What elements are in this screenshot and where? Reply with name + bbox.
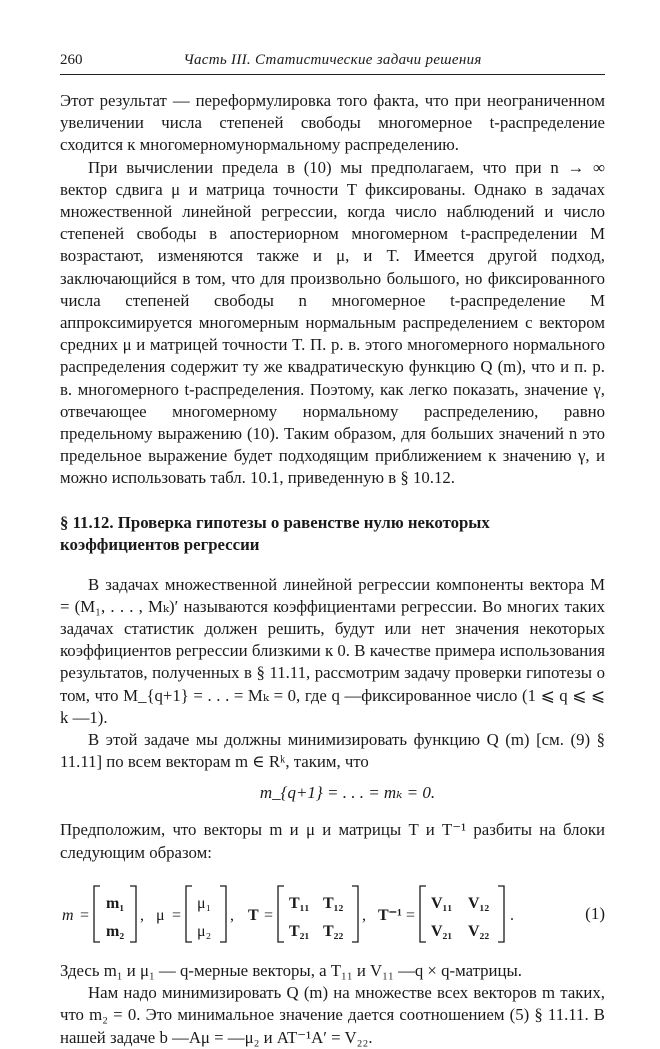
page-body — [60, 90, 605, 1049]
paragraph-2: При вычислении предела в (10) мы предполагаем, что при n → ∞ вектор сдвига μ и матрица точности T фиксированы. Однако в задачах множественной линейной регрессии, когда число наблюдений и число степеней свободы в апостериорном многомерном t-распределении M возрастают, изменяются также и μ, и T. Имеется другой подход, заключающийся в том, что для произвольно большого, но фиксированного числа степеней свободы n многомерное t-распределение M аппроксимируется многомерным нормальным распределением с вектором средних μ и матрицей точности T. П. р. в. этого многомерного нормального распределения содержит ту же квадратическую функцию Q (m), что и п. р. в. многомерного t-распределения. Поэтому, как легко показать, значение γ, отвечающее многомерному нормальному распределению, равно предельному выражению (10). Таким образом, для больших значений n это предельное выражение будет подходящим приближением к значению γ, и можно использовать табл. 10.1, приведенную в § 10.12. — [60, 157, 605, 488]
paragraph-7: Нам надо минимизировать Q (m) на множестве всех векторов m таких, что m₂ = 0. Это минимальное значение дается соотношением (5) § 11.11. В нашей задаче b —Aμ = —μ₂ и AT⁻¹A′ = V₂₂. — [60, 983, 605, 1047]
section-heading: § 11.12. Проверка гипотезы о равенстве нулю некоторых коэффициентов регрессии — [60, 512, 490, 554]
paragraph-6: Здесь m₁ и μ₁ — q-мерные векторы, а T₁₁ и V₁₁ —q × q-матрицы. — [60, 960, 522, 980]
paragraph-3: В задачах множественной линейной регрессии компоненты вектора M = (M₁, . . . , Mₖ)′ называются коэффициентами регрессии. Во многих таких задачах статистик должен решить, будут или нет значения некоторых коэффициентов регрессии близкими к 0. В качестве примера использования результатов, полученных в § 11.11, рассмотрим задачу проверки гипотезы о том, что M_{q+1} = . . . = Mₖ = 0, где q —фиксированное число (1 ⩽ q ⩽ ⩽ k —1). — [60, 574, 605, 727]
comma-3: , — [362, 906, 366, 924]
comma-1: , — [140, 906, 144, 924]
V21: V₂₁ — [431, 922, 453, 940]
T22: T₂₂ — [323, 922, 344, 940]
eq-sign-4: = — [406, 906, 416, 924]
running-header — [60, 52, 605, 75]
matrix-equation — [60, 878, 605, 950]
paragraph-4: В этой задаче мы должны минимизировать функцию Q (m) [см. (9) § 11.11] по всем векторам m ∈ Rᵏ, таким, что — [60, 730, 605, 772]
paragraph-5: Предположим, что векторы m и μ и матрицы T и T⁻¹ разбиты на блоки следующим образом: — [60, 820, 605, 862]
mu-lhs: μ — [156, 906, 165, 924]
mu-top: μ₁ — [197, 894, 212, 912]
running-title: Часть III. Статистические задачи решения — [183, 52, 482, 68]
T12: T₁₂ — [323, 894, 344, 912]
T-lhs: T — [248, 906, 259, 924]
m-top: m₁ — [106, 894, 125, 912]
formula-constraint: m_{q+1} = . . . = mₖ = 0. — [259, 783, 436, 803]
T11: T₁₁ — [289, 894, 310, 912]
page-number: 260 — [60, 52, 83, 68]
T21: T₂₁ — [289, 922, 310, 940]
V12: V₁₂ — [468, 894, 490, 912]
comma-2: , — [230, 906, 234, 924]
m-bot: m₂ — [106, 922, 125, 940]
eq-sign-3: = — [264, 906, 274, 924]
Tinv-lhs: T⁻¹ — [378, 906, 402, 924]
block-matrices — [60, 878, 550, 950]
eq-sign-2: = — [172, 906, 182, 924]
paragraph-1: Этот результат — переформулировка того факта, что при неограниченном увеличении числа степеней свободы многомерное t-распределение сходится к многомерномунормальному распределению. — [60, 91, 605, 155]
m-lhs: m — [62, 906, 74, 924]
equation-number: (1) — [585, 903, 605, 923]
period: . — [510, 906, 514, 924]
V11: V₁₁ — [431, 894, 453, 912]
V22: V₂₂ — [468, 922, 490, 940]
mu-bot: μ₂ — [197, 922, 212, 940]
eq-sign-1: = — [80, 906, 90, 924]
